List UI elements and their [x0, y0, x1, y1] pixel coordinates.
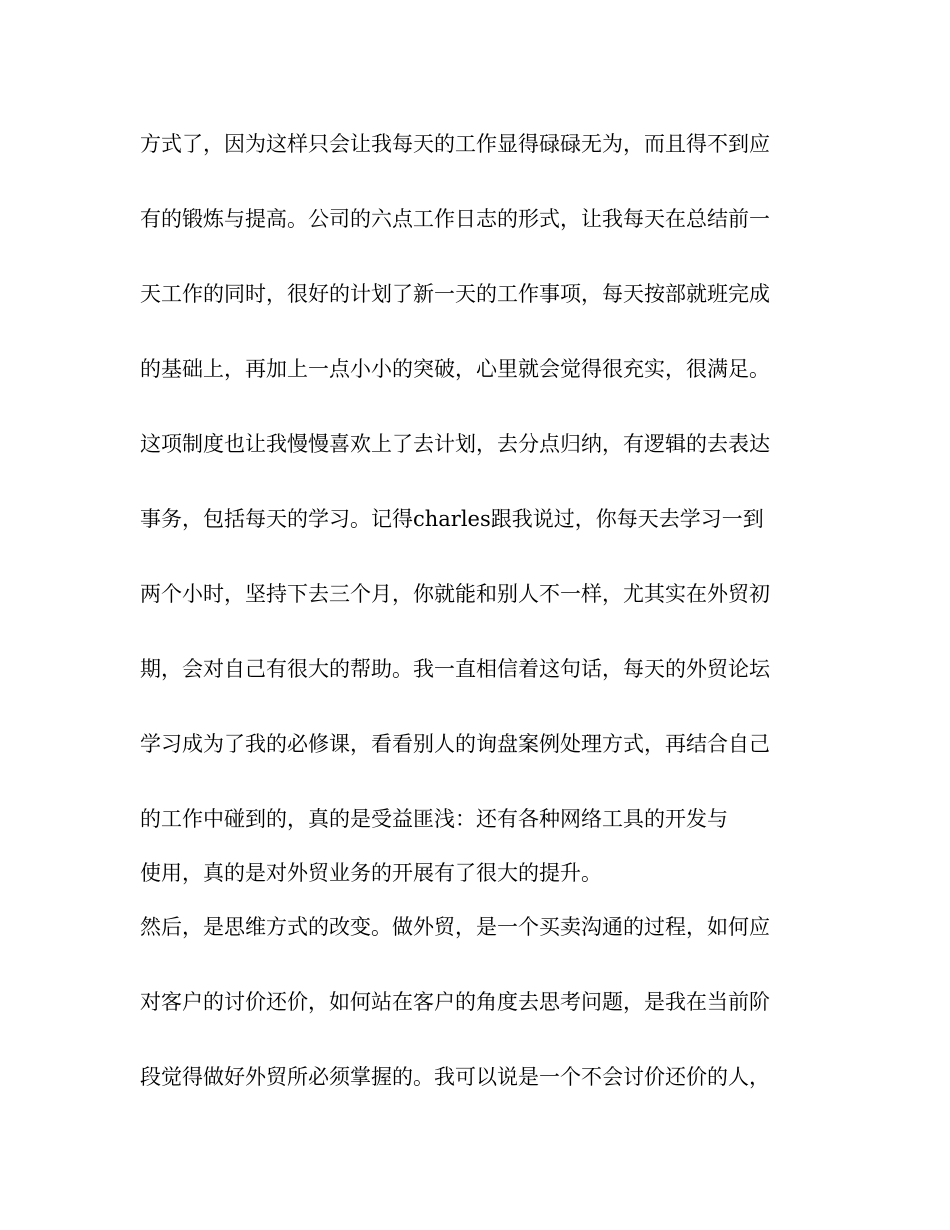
- text-line: 期，会对自己有很大的帮助。我一直相信着这句话，每天的外贸论坛: [140, 657, 770, 681]
- text-line: 有的锻炼与提高。公司的六点工作日志的形式，让我每天在总结前一: [140, 207, 770, 231]
- text-line: 使用，真的是对外贸业务的开展有了很大的提升。: [140, 861, 602, 885]
- text-line: 的基础上，再加上一点小小的突破，心里就会觉得很充实，很满足。: [140, 357, 770, 381]
- text-line: 事务，包括每天的学习。记得charles跟我说过，你每天去学习一到: [140, 507, 764, 531]
- text-line: 对客户的讨价还价，如何站在客户的角度去思考问题，是我在当前阶: [140, 990, 770, 1014]
- text-line: 段觉得做好外贸所必须掌握的。我可以说是一个不会讨价还价的人，: [140, 1065, 770, 1089]
- paragraph-start-line: 然后，是思维方式的改变。做外贸，是一个买卖沟通的过程，如何应: [140, 915, 770, 939]
- text-line: 天工作的同时，很好的计划了新一天的工作事项，每天按部就班完成: [140, 282, 770, 306]
- text-line: 的工作中碰到的，真的是受益匪浅：还有各种网络工具的开发与: [140, 807, 728, 831]
- text-line: 两个小时，坚持下去三个月，你就能和别人不一样，尤其实在外贸初: [140, 582, 770, 606]
- text-line: 方式了，因为这样只会让我每天的工作显得碌碌无为，而且得不到应: [140, 132, 770, 156]
- text-line: 学习成为了我的必修课，看看别人的询盘案例处理方式，再结合自己: [140, 732, 770, 756]
- text-line: 这项制度也让我慢慢喜欢上了去计划，去分点归纳，有逻辑的去表达: [140, 432, 770, 456]
